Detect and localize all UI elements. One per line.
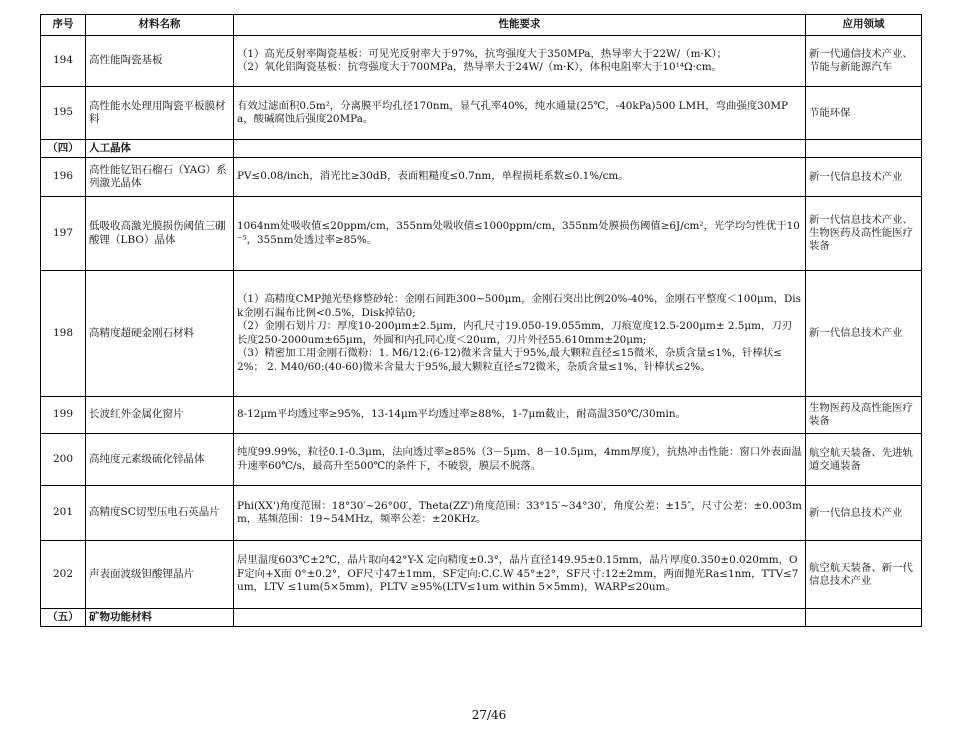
- empty-cell: [806, 140, 922, 158]
- row-num: 195: [41, 87, 86, 140]
- table-row: [41, 486, 922, 541]
- row-num: 199: [41, 397, 86, 434]
- application-field: 节能环保: [806, 87, 922, 140]
- empty-cell: [234, 140, 806, 158]
- row-num: 198: [41, 271, 86, 397]
- material-name: 声表面波级钽酸锂晶片: [86, 541, 234, 609]
- application-field: 生物医药及高性能医疗装备: [806, 397, 922, 434]
- table-row: [41, 87, 922, 140]
- table-row: [41, 397, 922, 434]
- row-num: 194: [41, 36, 86, 87]
- row-num: 200: [41, 434, 86, 486]
- material-name: 长波红外金属化窗片: [86, 397, 234, 434]
- table-row: [41, 197, 922, 271]
- requirement: 8-12μm平均透过率≥95%，13-14μm平均透过率≥88%，1-7μm截止，耐高温350℃/30min。: [234, 397, 806, 434]
- materials-spec-table: [40, 14, 922, 627]
- requirement: 1064nm处吸收值≤20ppm/cm，355nm处吸收值≤1000ppm/cm，355nm处膜损伤阈值≥6J/cm²，光学均匀性优于10⁻⁵，355nm处透过率≥85%。: [234, 197, 806, 271]
- row-num: 196: [41, 158, 86, 197]
- requirement: 有效过滤面积0.5m²，分离膜平均孔径170nm，显气孔率40%，纯水通量(25℃，-40kPa)500 LMH，弯曲强度30MPa，酸碱腐蚀后强度20MPa。: [234, 87, 806, 140]
- section-title: 矿物功能材料: [86, 609, 234, 627]
- table-row: [41, 158, 922, 197]
- row-num: 197: [41, 197, 86, 271]
- header-num: 序号: [41, 15, 86, 36]
- table-row: [41, 541, 922, 609]
- requirement-line: （2）氧化铝陶瓷基板：抗弯强度大于700MPa，热导率大于24W/（m·K），体积电阻率大于10¹⁴Ω·cm。: [237, 61, 722, 73]
- section-row: [41, 609, 922, 627]
- row-num: 201: [41, 486, 86, 541]
- material-name: 高精度SC切型压电石英晶片: [86, 486, 234, 541]
- application-field: 新一代信息技术产业: [806, 158, 922, 197]
- application-field: 新一代信息技术产业: [806, 486, 922, 541]
- table-row: [41, 271, 922, 397]
- requirement: [234, 271, 806, 397]
- header-requirement: 性能要求: [234, 15, 806, 36]
- material-name: 高纯度元素级硫化锌晶体: [86, 434, 234, 486]
- section-num: （四）: [41, 140, 86, 158]
- row-num: 202: [41, 541, 86, 609]
- material-name: 高性能陶瓷基板: [86, 36, 234, 87]
- requirement-line: （2）金刚石划片刀：厚度10-200μm±2.5μm，内孔尺寸19.050-19.055mm，刀痕宽度12.5-200μm± 2.5μm，刀刃长度250-2000um±65μm，外圆和内孔同心度＜20um，刀片外径55.610mm±20μm;: [237, 320, 793, 346]
- requirement: Phi(XX')角度范围：18°30′~26°00′，Theta(ZZ')角度范围：33°15′~34°30′，角度公差：±15″，尺寸公差：±0.003mm，基频范围：19~54MHz，频率公差：±20KHz。: [234, 486, 806, 541]
- header-name: 材料名称: [86, 15, 234, 36]
- table-header-row: [41, 15, 922, 36]
- section-title: 人工晶体: [86, 140, 234, 158]
- empty-cell: [806, 609, 922, 627]
- application-field: 新一代信息技术产业、生物医药及高性能医疗装备: [806, 197, 922, 271]
- material-name: 高精度超硬金刚石材料: [86, 271, 234, 397]
- requirement: 纯度99.99%，粒径0.1-0.3μm，法向透过率≥85%（3－5μm、8－10.5μm，4mm厚度），抗热冲击性能：窗口外表面温升速率60℃/s，最高升至500℃的条件下，不破裂，膜层不脱落。: [234, 434, 806, 486]
- requirement-line: （3）精密加工用金刚石微粉：1. M6/12:(6-12)微米含量大于95%,最大颗粒直径≤15微米，杂质含量≤1%，针棒状≤2%； 2. M40/60:(40-60)微米含量大于95%,最大颗粒直径≤72微米，杂质含量≤1%，针棒状≤2%。: [237, 347, 783, 373]
- requirement-line: （1）高光反射率陶瓷基板：可见光反射率大于97%，抗弯强度大于350MPa，热导率大于22W/（m·K）；: [237, 47, 728, 60]
- requirement: [234, 36, 806, 87]
- requirement: PV≤0.08/inch，消光比≥30dB，表面粗糙度≤0.7nm，单程损耗系数≤0.1%/cm。: [234, 158, 806, 197]
- application-field: 新一代通信技术产业、节能与新能源汽车: [806, 36, 922, 87]
- table-row: [41, 434, 922, 486]
- application-field: 新一代信息技术产业: [806, 271, 922, 397]
- application-field: 航空航天装备、先进轨道交通装备: [806, 434, 922, 486]
- material-name: 低吸收高激光膜损伤阈值三硼酸锂（LBO）晶体: [86, 197, 234, 271]
- material-name: 高性能水处理用陶瓷平板膜材料: [86, 87, 234, 140]
- requirement: 居里温度603℃±2℃，晶片取向42°Y-X 定向精度±0.3°，晶片直径149.95±0.15mm，晶片厚度0.350±0.020mm，OF定向+X面 0°±0.2°，OF尺寸47±1mm，SF定向:C.C.W 45°±2°，SF尺寸:12±2mm，两面抛光Ra≤1nm，TTV≤7um，LTV ≤1um(5×5mm)，PLTV ≥95%(LTV≤1um within 5×5mm)，WARP≤20um。: [234, 541, 806, 609]
- application-field: 航空航天装备、新一代信息技术产业: [806, 541, 922, 609]
- table-row: [41, 36, 922, 87]
- section-num: （五）: [41, 609, 86, 627]
- material-name: 高性能钇铝石榴石（YAG）系列激光晶体: [86, 158, 234, 197]
- empty-cell: [234, 609, 806, 627]
- section-row: [41, 140, 922, 158]
- page-number: 27/46: [471, 708, 507, 722]
- requirement-line: （1）高精度CMP抛光垫修整砂轮：金刚石间距300~500μm，金刚石突出比例20%-40%，金刚石平整度＜100μm，Disk金刚石漏布比例<0.5%，Disk掉钻0;: [237, 293, 801, 319]
- header-field: 应用领域: [806, 15, 922, 36]
